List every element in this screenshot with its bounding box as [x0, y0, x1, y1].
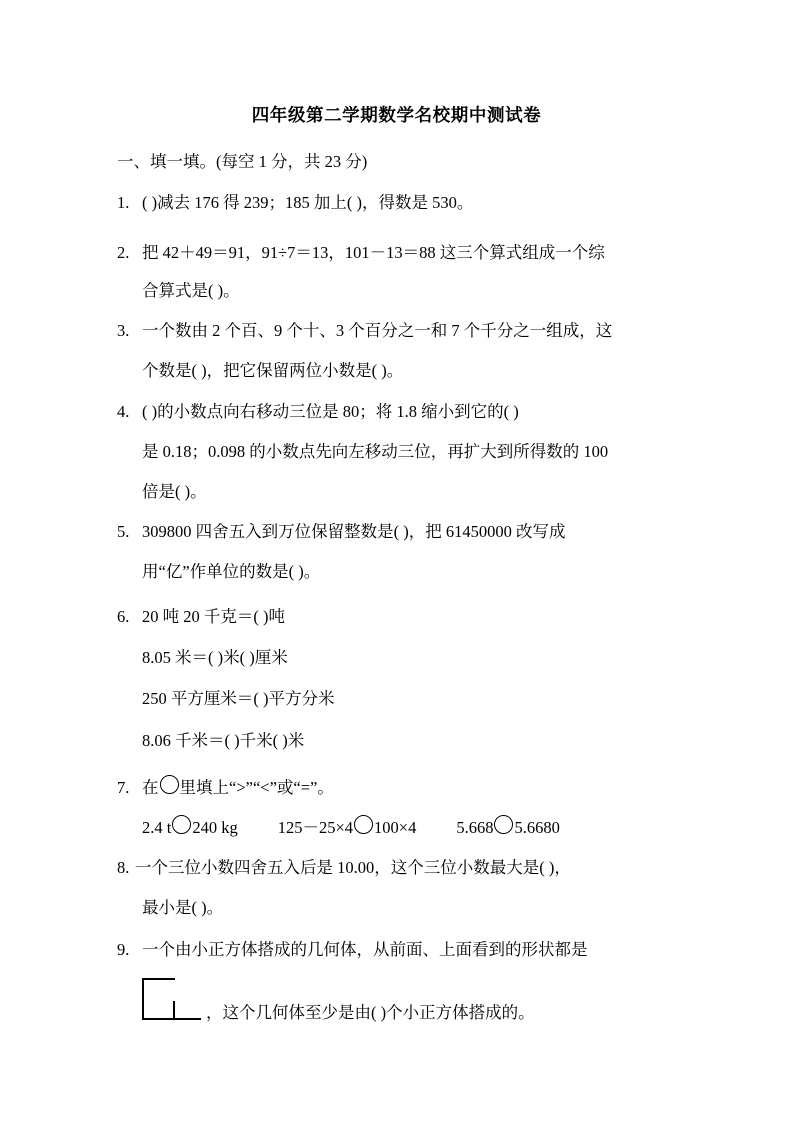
question-2-number: 2.	[117, 243, 130, 262]
question-5	[117, 522, 717, 542]
question-8	[117, 858, 717, 878]
question-7-number: 7.	[117, 778, 130, 797]
question-1-line-1: ( )减去 176 得 239；185 加上( )，得数是 530。	[142, 193, 474, 212]
question-2-line-2: 合算式是( )。	[142, 281, 240, 300]
question-8-line-2: 最小是( )。	[142, 898, 224, 917]
comparison-2-left: 125－25×4	[277, 818, 354, 837]
question-7	[117, 775, 717, 798]
l-shape-figure	[142, 977, 204, 1021]
section-heading: 一、填一填。(每空 1 分，共 23 分)	[117, 152, 368, 171]
question-3-line-2: 个数是( )，把它保留两位小数是( )。	[142, 361, 404, 380]
question-3	[117, 321, 717, 341]
question-8-number: 8.	[117, 858, 130, 877]
question-6	[117, 607, 717, 627]
question-4-number: 4.	[117, 402, 130, 421]
comparison-3-left: 5.668	[456, 818, 494, 837]
question-9-line-1: 一个由小正方体搭成的几何体，从前面、上面看到的形状都是	[142, 940, 588, 959]
question-4-line-2: 是 0.18；0.098 的小数点先向左移动三位，再扩大到所得数的 100	[142, 442, 609, 461]
question-4-line-1: ( )的小数点向右移动三位是 80；将 1.8 缩小到它的( )	[142, 402, 519, 421]
question-2	[117, 243, 717, 263]
question-6-line-1: 20 吨 20 千克＝( )吨	[142, 607, 285, 626]
question-4	[117, 402, 717, 422]
question-9-figure-trailing-text: ，这个几何体至少是由( )个小正方体搭成的。	[206, 1003, 535, 1022]
question-6-line-2: 8.05 米＝( )米( )厘米	[142, 648, 288, 667]
question-3-number: 3.	[117, 321, 130, 340]
question-1	[117, 193, 717, 213]
question-9	[117, 940, 717, 960]
question-7-prompt-after: 里填上“>”“<”或“=”。	[179, 778, 334, 797]
comparison-2-circle[interactable]	[354, 815, 373, 834]
question-4-line-3: 倍是( )。	[142, 482, 207, 501]
question-9-number: 9.	[117, 940, 130, 959]
question-6-number: 6.	[117, 607, 130, 626]
question-7-prompt-before: 在	[142, 778, 159, 797]
comparison-circle-blank[interactable]	[160, 775, 179, 794]
question-8-line-1: 一个三位小数四舍五入后是 10.00，这个三位小数最大是( )，	[135, 858, 571, 877]
question-5-line-1: 309800 四舍五入到万位保留整数是( )，把 61450000 改写成	[142, 522, 566, 541]
question-5-number: 5.	[117, 522, 130, 541]
comparison-1-circle[interactable]	[172, 815, 191, 834]
question-2-line-1: 把 42＋49＝91，91÷7＝13，101－13＝88 这三个算式组成一个综	[142, 243, 605, 262]
comparison-1-left: 2.4 t	[142, 818, 172, 837]
comparison-1-right: 240 kg	[192, 818, 238, 837]
page-title: 四年级第二学期数学名校期中测试卷	[251, 106, 542, 126]
question-7-comparison-row	[142, 815, 742, 838]
comparison-2-right: 100×4	[374, 818, 417, 837]
question-1-number: 1.	[117, 193, 130, 212]
question-5-line-2: 用“亿”作单位的数是( )。	[142, 562, 321, 581]
question-3-line-1: 一个数由 2 个百、9 个十、3 个百分之一和 7 个千分之一组成，这	[142, 321, 613, 340]
comparison-3-right: 5.6680	[514, 818, 560, 837]
question-6-line-4: 8.06 千米＝( )千米( )米	[142, 731, 305, 750]
question-6-line-3: 250 平方厘米＝( )平方分米	[142, 689, 335, 708]
comparison-3-circle[interactable]	[494, 815, 513, 834]
